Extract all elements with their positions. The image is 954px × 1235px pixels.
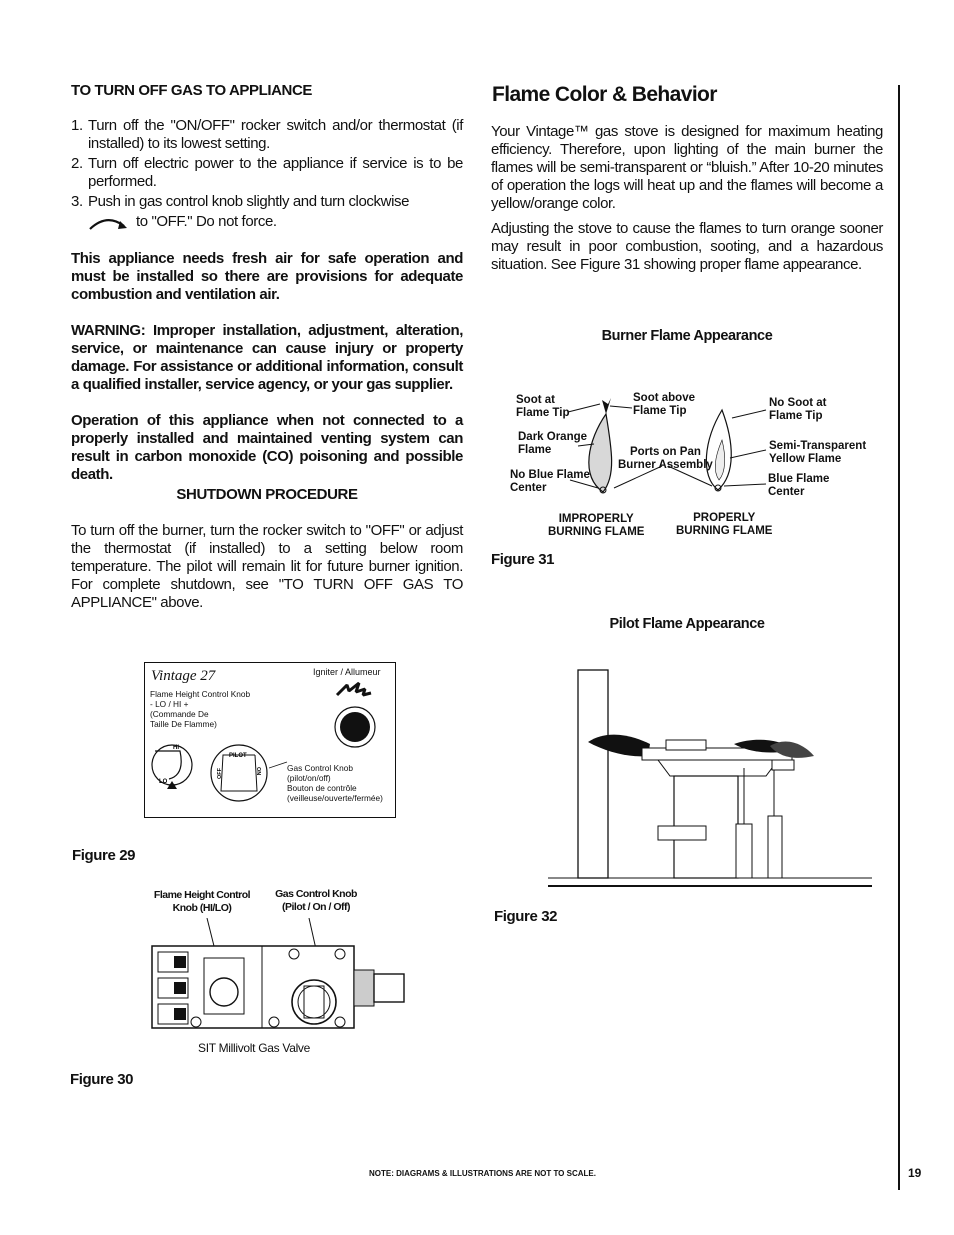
flame-knob-callout — [150, 889, 254, 915]
flame-knob-label-line: (Commande De — [150, 709, 209, 719]
pilot-flame-title: Pilot Flame Appearance — [609, 616, 765, 632]
knobs-icon — [145, 743, 285, 817]
label-line: BURNING FLAME — [548, 526, 645, 538]
label-line: Burner Assembly — [618, 459, 713, 471]
label-line: Yellow Flame — [769, 453, 842, 465]
figure-29-label: Figure 29 — [72, 847, 136, 864]
turn-off-steps — [71, 117, 463, 231]
figure-30-label: Figure 30 — [70, 1071, 134, 1088]
step3-continuation — [71, 213, 463, 231]
gas-knob-callout-line: (Pilot / On / Off) — [282, 901, 350, 913]
step-item — [71, 193, 463, 211]
gas-knob-label-line: (veilleuse/ouverte/fermée) — [287, 793, 383, 803]
shutdown-heading: SHUTDOWN PROCEDURE — [176, 486, 358, 503]
gas-knob-callout — [266, 888, 366, 914]
burner-flame-title: Burner Flame Appearance — [601, 328, 773, 344]
page-title: Flame Color & Behavior — [492, 83, 717, 106]
soot-at-tip-label — [516, 394, 569, 420]
label-line: Soot at — [516, 394, 555, 406]
control-panel-diagram — [144, 662, 396, 818]
gas-knob-label-line: Bouton de contrôle — [287, 783, 357, 793]
flame-knob-callout-line: Flame Height Control — [153, 889, 251, 901]
ports-label — [618, 446, 713, 472]
label-line: Flame Tip — [633, 405, 687, 417]
igniter-button-icon — [333, 705, 377, 749]
step-text: Push in gas control knob slightly and turn clockwise — [88, 193, 410, 210]
label-line: Ports on Pan — [629, 446, 701, 458]
step-item — [71, 117, 463, 153]
on-mark: ON — [255, 767, 261, 776]
lo-mark: LO — [159, 779, 168, 785]
operation-notice: Operation of this appliance when not connected to a properly installed and maintained venting system can result in carbon monoxide (CO) poisoning and possible death. — [71, 412, 463, 483]
label-line: PROPERLY — [693, 512, 756, 524]
off-mark: OFF — [217, 768, 223, 779]
fresh-air-notice: This appliance needs fresh air for safe operation and must be installed so there are provisions for adequate combustion and ventilation air. — [71, 250, 463, 303]
burner-flame-diagram — [490, 380, 890, 545]
igniter-label: Igniter / Allumeur — [313, 667, 381, 677]
brand-logo: Vintage 27 — [151, 668, 216, 684]
flame-knob-callout-line: Knob (HI/LO) — [172, 902, 232, 914]
flame-knob-label-line: Taille De Flamme) — [150, 719, 217, 729]
label-line: Flame — [518, 444, 552, 456]
pointer-line-icon — [269, 760, 291, 770]
no-blue-center-label — [510, 469, 590, 495]
label-line: Flame Tip — [769, 410, 823, 422]
improper-flame-caption — [548, 513, 644, 539]
scale-note: NOTE: DIAGRAMS & ILLUSTRATIONS ARE NOT TO SCALE. — [369, 1169, 596, 1178]
step-text: Turn off electric power to the appliance if service is to be performed. — [88, 155, 463, 190]
label-line: Center — [510, 482, 547, 494]
gas-knob-callout-line: Gas Control Knob — [275, 888, 357, 900]
steps-list — [71, 117, 463, 211]
valve-caption: SIT Millivolt Gas Valve — [197, 1041, 311, 1055]
gas-knob-label-line: Gas Control Knob — [287, 763, 353, 773]
label-line: Soot above — [633, 392, 695, 404]
label-line: BURNING FLAME — [676, 525, 773, 537]
spark-icon — [335, 681, 375, 699]
blue-center-label — [768, 473, 829, 499]
label-line: Semi-Transparent — [769, 440, 867, 452]
no-soot-label — [769, 397, 827, 423]
shutdown-text: To turn off the burner, turn the rocker switch to "OFF" or adjust the thermostat (if installed) to a setting below room temperature. The pilot will remain lit for future burner ignition. For complete shutdown, see "TO TURN OFF GAS TO APPLIANCE" above. — [71, 522, 463, 611]
soot-above-tip-label — [633, 392, 695, 418]
adjust-paragraph: Adjusting the stove to cause the flames to turn orange sooner may result in poor combustion, sooting, and a hazardous situation. See Figure 31 showing proper flame appearance. — [491, 220, 883, 273]
flame-knob-label-line: - LO / HI + — [150, 699, 189, 709]
step-text: Turn off the "ON/OFF" rocker switch and/or thermostat (if installed) to its lowest setting. — [88, 117, 463, 152]
semi-transparent-label — [769, 440, 866, 466]
figure-31-label: Figure 31 — [491, 551, 555, 568]
page-number: 19 — [908, 1166, 922, 1180]
hi-mark: HI — [173, 745, 179, 751]
flame-knob-label — [150, 689, 250, 729]
dark-orange-label — [518, 431, 587, 457]
warning-notice: WARNING: Improper installation, adjustment, alteration, service, or maintenance can cause injury or property damage. For assistance or additional information, consult a qualified installer, service agency, or your gas supplier. — [71, 322, 463, 393]
turn-off-heading: TO TURN OFF GAS TO APPLIANCE — [71, 82, 313, 99]
pilot-flame-icon — [546, 664, 876, 894]
gas-knob-label — [287, 763, 383, 803]
figure-32-label: Figure 32 — [494, 908, 558, 925]
page-divider-line — [898, 85, 900, 1190]
proper-flame-caption — [676, 512, 772, 538]
gas-valve-icon — [144, 918, 414, 1036]
label-line: Dark Orange — [518, 431, 588, 443]
intro-paragraph: Your Vintage™ gas stove is designed for maximum heating efficiency. Therefore, upon lighting of the main burner the flames will be semi-transparent or “bluish.” After 10-20 minutes of operation the logs will heat up and the flames will become a yellow/orange color. — [491, 123, 883, 212]
step3-cont-text: to "OFF." Do not force. — [136, 213, 277, 230]
label-line: Flame Tip — [516, 407, 570, 419]
step-number: 2. — [71, 155, 83, 172]
step-number: 1. — [71, 117, 83, 134]
label-line: Center — [768, 486, 805, 498]
step-number: 3. — [71, 193, 83, 210]
clockwise-arrow-icon — [87, 215, 131, 231]
label-line: No Soot at — [769, 397, 827, 409]
flame-knob-label-line: Flame Height Control Knob — [150, 689, 251, 699]
label-line: IMPROPERLY — [558, 513, 634, 525]
label-line: Blue Flame — [768, 473, 830, 485]
pilot-mark: PILOT — [229, 753, 247, 759]
step-item — [71, 155, 463, 191]
label-line: No Blue Flame — [510, 469, 590, 481]
gas-knob-label-line: (pilot/on/off) — [287, 773, 331, 783]
